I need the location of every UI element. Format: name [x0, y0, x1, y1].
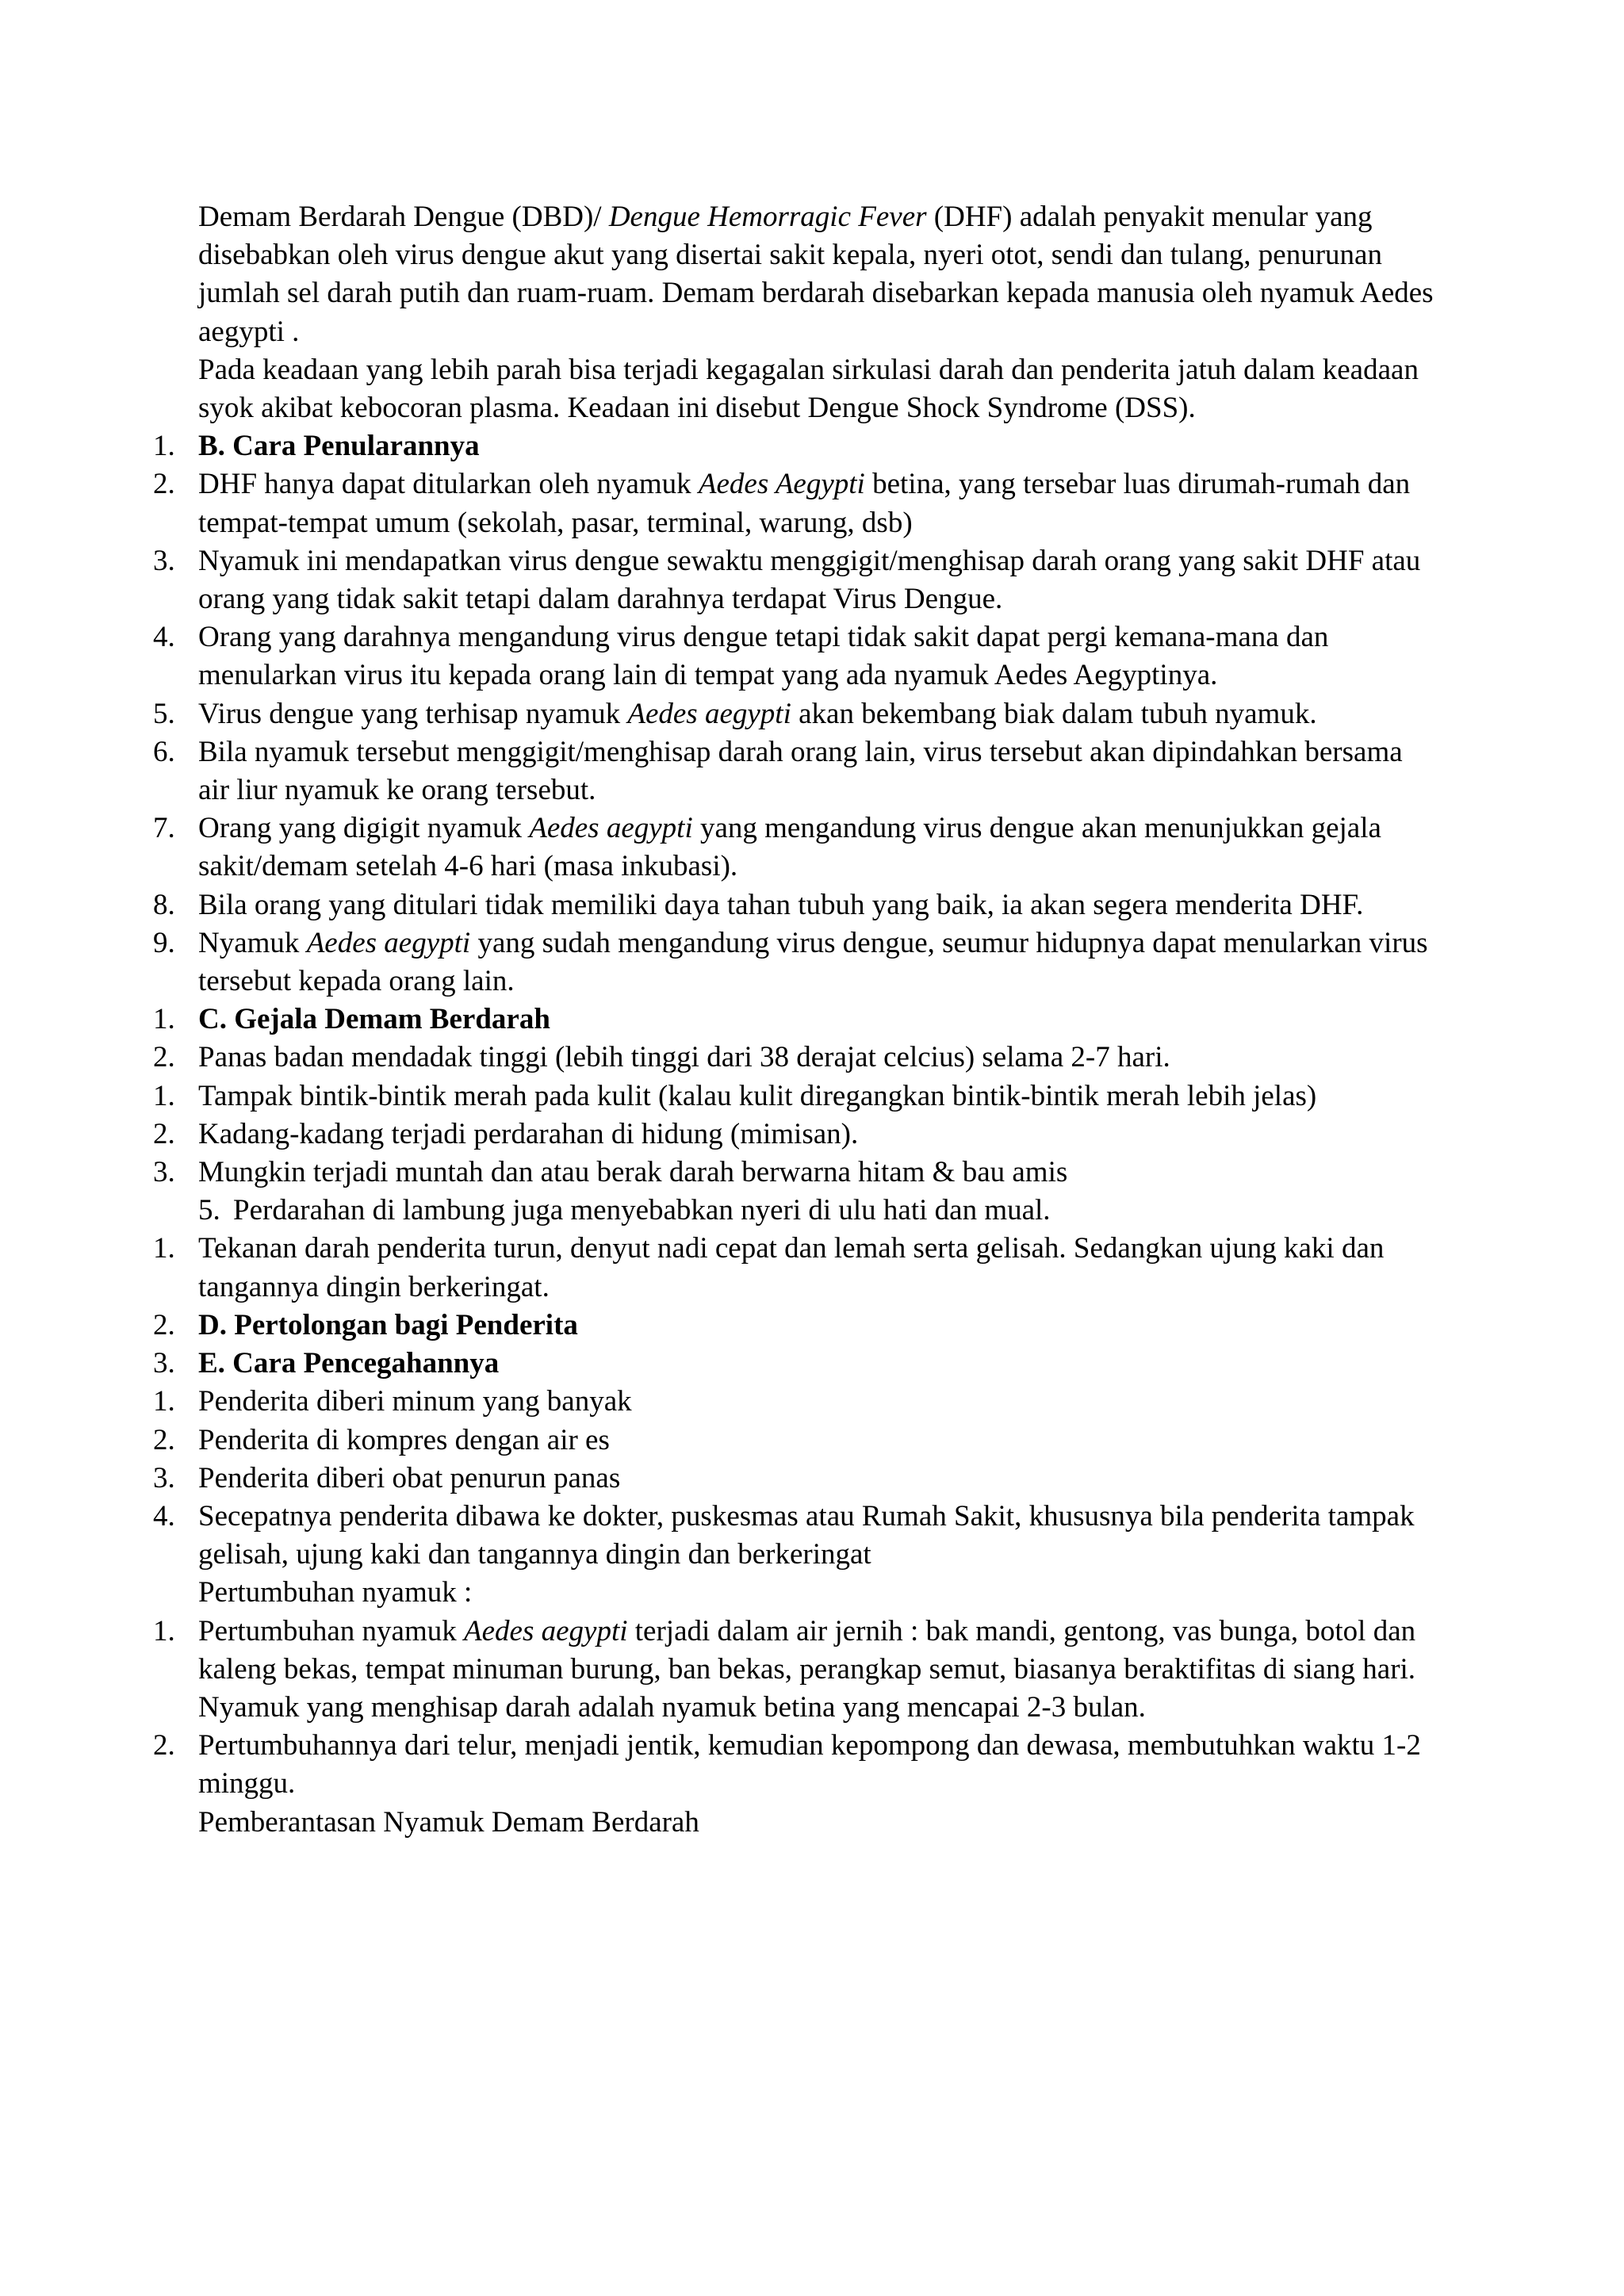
list-number: 2. — [153, 468, 175, 501]
list-growth — [0, 1613, 1624, 1804]
list-number: 3. — [153, 544, 175, 577]
list-item — [0, 886, 1435, 924]
list-number: 2. — [153, 1308, 175, 1341]
list-number: 1. — [153, 1385, 175, 1418]
list-number: 9. — [153, 926, 175, 959]
section-heading: B. Cara Penularannya — [198, 430, 480, 463]
list-item — [0, 1077, 1435, 1115]
item-text: Kadang-kadang terjadi perdarahan di hidung (mimisan). — [198, 1117, 859, 1150]
item-text: Tampak bintik-bintik merah pada kulit (kalau kulit diregangkan bintik-bintik merah lebih jelas) — [198, 1079, 1317, 1112]
list-number: 4. — [153, 1499, 175, 1533]
list-item — [0, 1727, 1435, 1803]
item-text: Penderita diberi minum yang banyak — [198, 1385, 632, 1418]
list-symptoms-heading — [0, 1001, 1624, 1077]
list-item — [0, 695, 1435, 733]
list-item — [0, 1307, 1435, 1345]
document-body — [0, 198, 1624, 1842]
item-text: Perdarahan di lambung juga menyebabkan nyeri di ulu hati dan mual. — [233, 1194, 1051, 1227]
item-italic: Aedes aegypti — [627, 697, 791, 730]
item-text: Bila nyamuk tersebut menggigit/menghisap darah orang lain, virus tersebut akan dipindahkan bersama air liur nyamuk ke orang tersebut. — [198, 735, 1403, 807]
list-number: 3. — [153, 1461, 175, 1494]
item-italic: Aedes aegypti — [306, 926, 471, 959]
item-text: akan bekembang biak dalam tubuh nyamuk. — [791, 697, 1317, 730]
list-transmission — [0, 427, 1624, 1001]
item-text: Nyamuk — [198, 926, 307, 959]
intro-italic-term: Dengue Hemorragic Fever — [608, 201, 927, 233]
intro-text-continued: (DHF) adalah penyakit menular yang disebabkan oleh virus dengue akut yang disertai sakit kepala, nyeri otot, sendi dan tulang, penurunan jumlah sel darah putih dan ruam-ruam. Demam berdarah disebarkan kepada manusia oleh nyamuk Aedes aegypti . — [198, 201, 1434, 348]
list-item — [0, 1460, 1435, 1498]
growth-paragraph: Pertumbuhan nyamuk : — [198, 1576, 473, 1609]
item-text: yang sudah mengandung virus dengue, seumur hidupnya dapat menularkan virus tersebut kepada orang lain. — [198, 926, 1428, 998]
list-number: 1. — [153, 1232, 175, 1265]
list-number: 1. — [153, 1079, 175, 1112]
item-text: Orang yang darahnya mengandung virus dengue tetapi tidak sakit dapat pergi kemana-mana dan menularkan virus itu kepada orang lain di tempat yang ada nyamuk Aedes Aegyptinya. — [198, 621, 1329, 692]
list-item — [0, 1154, 1435, 1192]
list-number: 2. — [153, 1041, 175, 1074]
list-item — [0, 542, 1435, 618]
list-number: 7. — [153, 812, 175, 845]
list-item — [0, 1001, 1435, 1039]
item-text: Penderita diberi obat penurun panas — [198, 1461, 621, 1494]
list-item — [0, 733, 1435, 809]
list-number: 3. — [153, 1156, 175, 1189]
list-item — [0, 1613, 1435, 1728]
item-italic: Aedes Aegypti — [698, 468, 865, 501]
intro-text: Demam Berdarah Dengue (DBD)/ — [198, 201, 609, 233]
item-text: yang mengandung virus dengue akan menunjukkan gejala sakit/demam setelah 4-6 hari (masa inkubasi). — [198, 812, 1381, 883]
item-text: Pertumbuhan nyamuk — [198, 1614, 465, 1647]
list-item — [0, 809, 1435, 886]
item-text: betina, yang tersebar luas dirumah-rumah dan tempat-tempat umum (sekolah, pasar, terminal, warung, dsb) — [198, 468, 1411, 539]
item-text: Pertumbuhannya dari telur, menjadi jentik, kemudian kepompong dan dewasa, membutuhkan waktu 1-2 minggu. — [198, 1729, 1421, 1800]
section-heading: C. Gejala Demam Berdarah — [198, 1003, 550, 1036]
list-item — [0, 1383, 1435, 1421]
list-item — [0, 427, 1435, 465]
item-italic: Aedes aegypti — [529, 812, 693, 845]
item-text: Tekanan darah penderita turun, denyut nadi cepat dan lemah serta gelisah. Sedangkan ujung kaki dan tangannya dingin berkeringat. — [198, 1232, 1385, 1303]
list-item-inline — [0, 1192, 1435, 1230]
list-help-prevention — [0, 1230, 1624, 1383]
list-symptoms — [0, 1077, 1624, 1230]
intro-paragraph-1 — [0, 198, 1435, 351]
list-item — [0, 1230, 1435, 1306]
section-heading: D. Pertolongan bagi Penderita — [198, 1308, 578, 1341]
list-item — [0, 1115, 1435, 1154]
item-text: Virus dengue yang terhisap nyamuk — [198, 697, 628, 730]
section-heading: E. Cara Pencegahannya — [198, 1347, 500, 1380]
item-text: terjadi dalam air jernih : bak mandi, gentong, vas bunga, botol dan kaleng bekas, tempat minuman burung, ban bekas, perangkap semut, biasanya beraktifitas di siang hari. Nyamuk yang menghisap darah adalah nyamuk betina yang mencapai 2-3 bulan. — [198, 1614, 1416, 1724]
item-text: Mungkin terjadi muntah dan atau berak darah berwarna hitam & bau amis — [198, 1156, 1068, 1189]
item-text: Penderita di kompres dengan air es — [198, 1423, 610, 1456]
list-number: 2. — [153, 1423, 175, 1456]
list-prevention — [0, 1383, 1624, 1574]
list-number: 4. — [153, 621, 175, 654]
list-item — [0, 1345, 1435, 1383]
item-text: Orang yang digigit nyamuk — [198, 812, 530, 845]
list-number: 3. — [153, 1347, 175, 1380]
list-number: 8. — [153, 888, 175, 921]
list-number: 2. — [153, 1729, 175, 1762]
list-number: 5. — [153, 697, 175, 730]
intro-paragraph-2: Pada keadaan yang lebih parah bisa terjadi kegagalan sirkulasi darah dan penderita jatuh dalam keadaan syok akibat kebocoran plasma. Keadaan ini disebut Dengue Shock Syndrome (DSS). — [198, 353, 1419, 425]
item-text: Nyamuk ini mendapatkan virus dengue sewaktu menggigit/menghisap darah orang yang sakit DHF atau orang yang tidak sakit tetapi dalam darahnya terdapat Virus Dengue. — [198, 544, 1421, 616]
item-text: Panas badan mendadak tinggi (lebih tinggi dari 38 derajat celcius) selama 2-7 hari. — [198, 1041, 1170, 1074]
list-item — [0, 618, 1435, 695]
item-italic: Aedes aegypti — [464, 1614, 628, 1647]
list-number: 6. — [153, 735, 175, 768]
list-item — [0, 1498, 1435, 1574]
item-text: Bila orang yang ditulari tidak memiliki daya tahan tubuh yang baik, ia akan segera menderita DHF. — [198, 888, 1364, 921]
list-number: 1. — [153, 1614, 175, 1647]
list-number: 5. — [198, 1194, 220, 1227]
list-number: 1. — [153, 1003, 175, 1036]
list-item — [0, 465, 1435, 541]
list-item — [0, 1039, 1435, 1077]
list-item — [0, 1422, 1435, 1460]
item-text: DHF hanya dapat ditularkan oleh nyamuk — [198, 468, 699, 501]
list-item — [0, 924, 1435, 1001]
list-number: 1. — [153, 430, 175, 463]
closing-paragraph: Pemberantasan Nyamuk Demam Berdarah — [198, 1805, 699, 1839]
item-text: Secepatnya penderita dibawa ke dokter, puskesmas atau Rumah Sakit, khususnya bila penderita tampak gelisah, ujung kaki dan tangannya dingin dan berkeringat — [198, 1499, 1415, 1571]
list-number: 2. — [153, 1117, 175, 1150]
